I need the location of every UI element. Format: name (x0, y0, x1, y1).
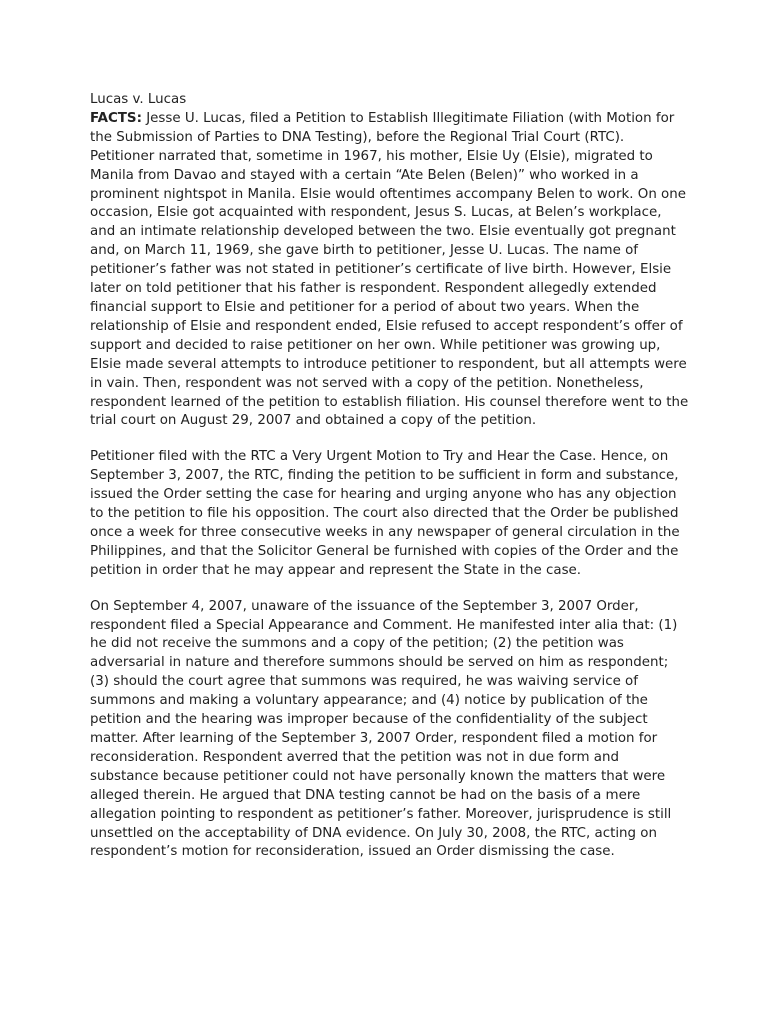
rtc-motion-paragraph: Petitioner filed with the RTC a Very Urgent Motion to Try and Hear the Case. Hence, on September 3, 2007, the RTC, finding the petition to be sufficient in form and substance, issued the Order setting the case for hearing and urging anyone who has any objection to the petition to file his opposition. The court also directed that the Order be published once a week for three consecutive weeks in any newspaper of general circulation in the Philippines, and that the Solicitor General be furnished with copies of the Order and the petition in order that he may appear and represent the State in the case. (90, 449, 680, 578)
document-page (90, 91, 690, 879)
facts-text: Jesse U. Lucas, filed a Petition to Establish Illegitimate Filiation (with Motion for the Submission of Parties to DNA Testing), before the Regional Trial Court (RTC). Petitioner narrated that, sometime in 1967, his mother, Elsie Uy (Elsie), migrated to Manila from Davao and stayed with a certain “Ate Belen (Belen)” who worked in a prominent nightspot in Manila. Elsie would oftentimes accompany Belen to work. On one occasion, Elsie got acquainted with respondent, Jesus S. Lucas, at Belen’s workplace, and an intimate relationship developed between the two. Elsie eventually got pregnant and, on March 11, 1969, she gave birth to petitioner, Jesse U. Lucas. The name of petitioner’s father was not stated in petitioner’s certificate of live birth. However, Elsie later on told petitioner that his father is respondent. Respondent allegedly extended financial support to Elsie and petitioner for a period of about two years. When the relationship of Elsie and respondent ended, Elsie refused to accept respondent’s offer of support and decided to raise petitioner on her own. While petitioner was growing up, Elsie made several attempts to introduce petitioner to respondent, but all attempts were in vain. Then, respondent was not served with a copy of the petition. Nonetheless, respondent learned of the petition to establish filiation. His counsel therefore went to the trial court on August 29, 2007 and obtained a copy of the petition. (90, 110, 689, 429)
facts-label: FACTS: (90, 110, 142, 126)
special-appearance-paragraph: On September 4, 2007, unaware of the issuance of the September 3, 2007 Order, respondent filed a Special Appearance and Comment. He manifested inter alia that: (1) he did not receive the summons and a copy of the petition; (2) the petition was adversarial in nature and therefore summons should be served on him as respondent; (3) should the court agree that summons was required, he was waiving service of summons and making a voluntary appearance; and (4) notice by publication of the petition and the hearing was improper because of the confidentiality of the subject matter. After learning of the September 3, 2007 Order, respondent filed a motion for reconsideration. Respondent averred that the petition was not in due form and substance because petitioner could not have personally known the matters that were alleged therein. He argued that DNA testing cannot be had on the basis of a mere allegation pointing to respondent as petitioner’s father. Moreover, jurisprudence is still unsettled on the acceptability of DNA evidence. On July 30, 2008, the RTC, acting on respondent’s motion for reconsideration, issued an Order dismissing the case. (90, 598, 678, 860)
facts-paragraph (90, 110, 690, 431)
case-title: Lucas v. Lucas (90, 92, 187, 107)
